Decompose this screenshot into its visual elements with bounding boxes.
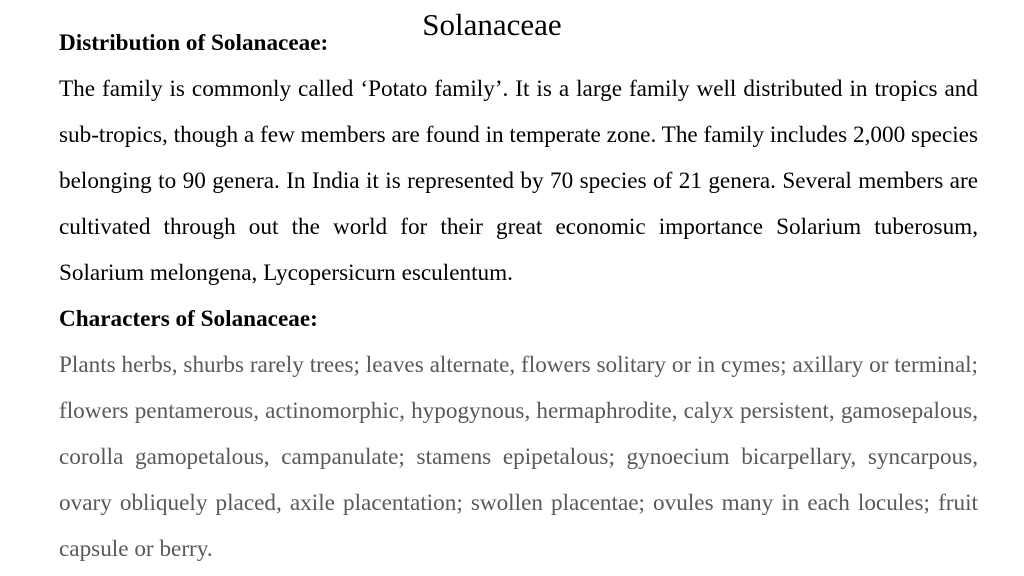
slide-content [59, 20, 978, 572]
characters-heading: Characters of Solanaceae: [59, 306, 318, 332]
slide-title: Solanaceae [422, 7, 562, 42]
distribution-heading: Distribution of Solanaceae: [59, 30, 329, 56]
distribution-paragraph: The family is commonly called ‘Potato family’. It is a large family well distributed in tropics and sub-tropics, though a few members are found in temperate zone. The family includes 2,000 species belonging to 90 genera. In India it is represented by 70 species of 21 genera. Several members are cultivated through out the world for their great economic importance Solarium tuberosum, Solarium melongena, Lycopersicurn esculentum. [59, 76, 978, 286]
characters-paragraph: Plants herbs, shurbs rarely trees; leaves alternate, flowers solitary or in cymes; axillary or terminal; flowers pentamerous, actinomorphic, hypogynous, hermaphrodite, calyx persistent, gamosepalous, corolla gamopetalous, campanulate; stamens epipetalous; gynoecium bicarpellary, syncarpous, ovary obliquely placed, axile placentation; swollen placentae; ovules many in each locules; fruit capsule or berry. [59, 352, 978, 562]
